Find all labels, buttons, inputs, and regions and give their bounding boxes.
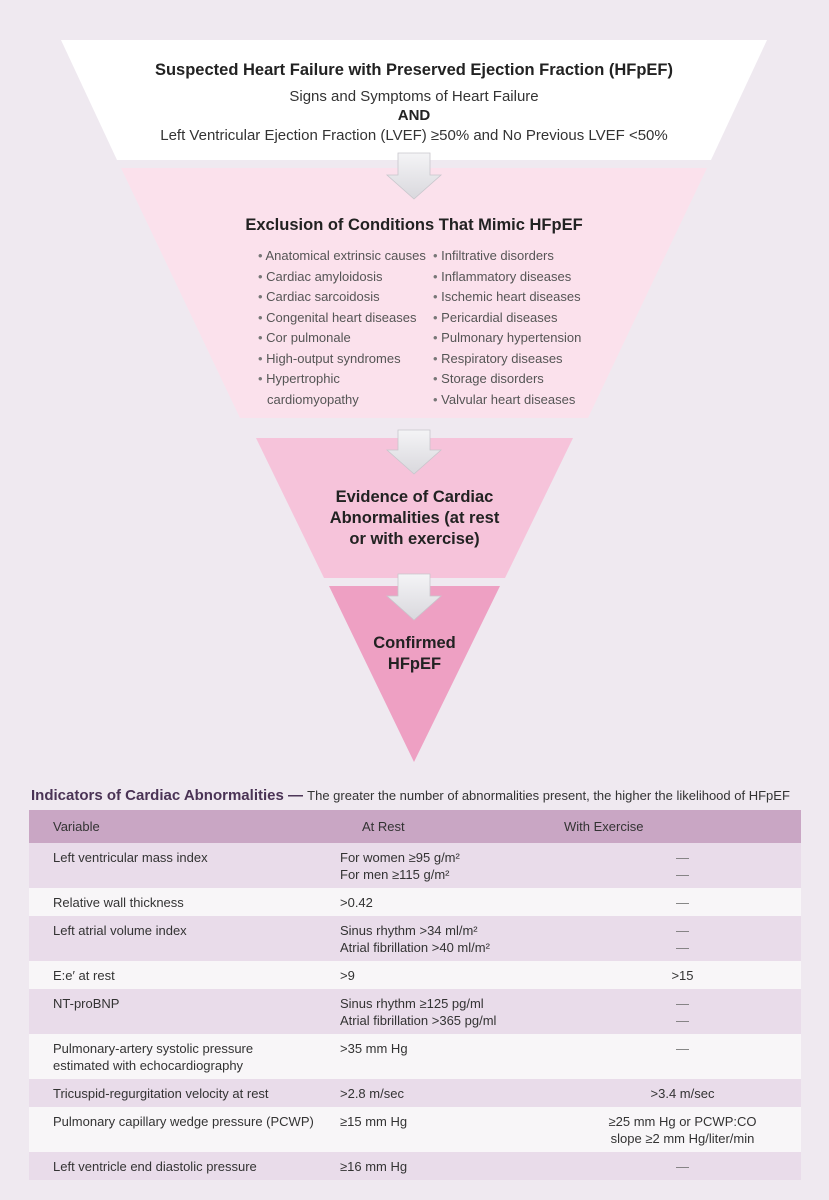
cell-line: Left ventricle end diastolic pressure xyxy=(53,1159,257,1174)
indicators-table-body xyxy=(29,843,801,1180)
cell-line: Left ventricular mass index xyxy=(53,850,208,865)
cell-line: — xyxy=(676,923,689,938)
with-exercise-cell xyxy=(564,961,801,989)
list-item: • Pulmonary hypertension xyxy=(433,328,581,349)
table-row xyxy=(29,1034,801,1079)
cell-line: — xyxy=(676,1159,689,1174)
at-rest-cell xyxy=(340,888,564,916)
suspected-hfpef-title: Suspected Heart Failure with Preserved Ejection Fraction (HFpEF) xyxy=(154,61,674,79)
list-item: • Hypertrophic xyxy=(258,369,426,390)
with-exercise-cell xyxy=(564,888,801,916)
cell-line: E:e′ at rest xyxy=(53,968,115,983)
table-row xyxy=(29,888,801,916)
cell-line: Pulmonary capillary wedge pressure (PCWP) xyxy=(53,1114,314,1129)
cell-line: NT-proBNP xyxy=(53,996,120,1011)
cell-line: Atrial fibrillation >40 ml/m² xyxy=(340,940,490,955)
at-rest-cell xyxy=(340,1079,564,1107)
cell-line: — xyxy=(676,867,689,882)
at-rest-cell xyxy=(340,1107,564,1152)
evidence-line: Abnormalities (at rest xyxy=(329,509,500,527)
cell-line: Atrial fibrillation >365 pg/ml xyxy=(340,1013,497,1028)
list-item: • Cardiac sarcoidosis xyxy=(258,287,426,308)
cell-line: — xyxy=(676,1041,689,1056)
column-header-at-rest xyxy=(340,810,564,843)
list-item: • Respiratory diseases xyxy=(433,349,581,370)
table-row xyxy=(29,843,801,888)
at-rest-cell xyxy=(340,916,564,961)
table-row xyxy=(29,916,801,961)
exclusion-list-left xyxy=(258,246,426,410)
cell-line: >0.42 xyxy=(340,895,373,910)
at-rest-cell xyxy=(340,1034,564,1079)
list-item: • Infiltrative disorders xyxy=(433,246,581,267)
variable-cell xyxy=(29,961,340,989)
table-row xyxy=(29,1079,801,1107)
cell-line: ≥25 mm Hg or PCWP:CO xyxy=(608,1114,757,1129)
cell-line: >9 xyxy=(340,968,355,983)
cell-line: ≥15 mm Hg xyxy=(340,1114,408,1129)
cell-line: Pulmonary-artery systolic pressure xyxy=(53,1041,254,1056)
at-rest-cell xyxy=(340,961,564,989)
indicators-table xyxy=(29,810,801,1180)
variable-cell xyxy=(29,1034,340,1079)
at-rest-cell xyxy=(340,989,564,1034)
cell-line: Sinus rhythm ≥125 pg/ml xyxy=(340,996,484,1011)
table-row xyxy=(29,961,801,989)
at-rest-cell xyxy=(340,1152,564,1180)
list-item: • Storage disorders xyxy=(433,369,581,390)
variable-cell xyxy=(29,1152,340,1180)
signs-symptoms-text: Signs and Symptoms of Heart Failure xyxy=(289,88,539,105)
with-exercise-cell xyxy=(564,989,801,1034)
indicators-heading xyxy=(31,787,790,804)
variable-cell xyxy=(29,916,340,961)
cell-line: slope ≥2 mm Hg/liter/min xyxy=(610,1131,755,1146)
list-item: • Ischemic heart diseases xyxy=(433,287,581,308)
evidence-line: or with exercise) xyxy=(349,530,480,548)
cell-line: — xyxy=(676,940,689,955)
column-header-variable: Variable xyxy=(29,810,340,843)
cell-line: Sinus rhythm >34 ml/m² xyxy=(340,923,478,938)
cell-line: estimated with echocardiography xyxy=(53,1058,244,1073)
cell-line: >35 mm Hg xyxy=(340,1041,408,1056)
column-header-with-exercise: With Exercise xyxy=(564,810,801,843)
cell-line: — xyxy=(676,850,689,865)
cell-line: >3.4 m/sec xyxy=(650,1086,715,1101)
indicators-title: Indicators of Cardiac Abnormalities — xyxy=(31,787,303,804)
confirmed-line: HFpEF xyxy=(387,655,442,673)
evidence-title xyxy=(300,487,529,550)
exclusion-list-right xyxy=(433,246,581,410)
confirmed-title xyxy=(340,633,489,675)
cell-line: Relative wall thickness xyxy=(53,895,184,910)
at-rest-cell xyxy=(340,843,564,888)
cell-line: ≥16 mm Hg xyxy=(340,1159,408,1174)
list-item: • High-output syndromes xyxy=(258,349,426,370)
list-item-continuation: cardiomyopathy xyxy=(267,391,359,407)
variable-cell xyxy=(29,1079,340,1107)
confirmed-line: Confirmed xyxy=(373,634,456,652)
cell-line: >2.8 m/sec xyxy=(340,1086,404,1101)
with-exercise-cell xyxy=(564,843,801,888)
variable-cell xyxy=(29,989,340,1034)
lvef-criteria-text: Left Ventricular Ejection Fraction (LVEF) ≥50% and No Previous LVEF <50% xyxy=(160,127,668,144)
table-header-row xyxy=(29,810,801,843)
list-item: • Inflammatory diseases xyxy=(433,267,581,288)
with-exercise-cell xyxy=(564,916,801,961)
list-item: • Pericardial diseases xyxy=(433,308,581,329)
with-exercise-cell xyxy=(564,1034,801,1079)
variable-cell xyxy=(29,1107,340,1152)
table-row xyxy=(29,989,801,1034)
exclusion-title: Exclusion of Conditions That Mimic HFpEF xyxy=(245,216,583,234)
table-row xyxy=(29,1152,801,1180)
cell-line: — xyxy=(676,895,689,910)
evidence-line: Evidence of Cardiac xyxy=(335,488,494,506)
list-item: • Cor pulmonale xyxy=(258,328,426,349)
column-header-label: At Rest xyxy=(362,819,405,834)
list-item: • Congenital heart diseases xyxy=(258,308,426,329)
list-item: • Anatomical extrinsic causes xyxy=(258,246,426,267)
indicators-description: The greater the number of abnormalities present, the higher the likelihood of HFpEF xyxy=(307,788,790,803)
cell-line: — xyxy=(676,996,689,1011)
cell-line: For men ≥115 g/m² xyxy=(340,867,450,882)
with-exercise-cell xyxy=(564,1079,801,1107)
cell-line: >15 xyxy=(671,968,694,983)
variable-cell xyxy=(29,888,340,916)
cell-line: For women ≥95 g/m² xyxy=(340,850,460,865)
list-item: • Cardiac amyloidosis xyxy=(258,267,426,288)
with-exercise-cell xyxy=(564,1152,801,1180)
cell-line: — xyxy=(676,1013,689,1028)
and-label: AND xyxy=(397,107,431,124)
cell-line: Tricuspid-regurgitation velocity at rest xyxy=(53,1086,269,1101)
cell-line: Left atrial volume index xyxy=(53,923,187,938)
table-row xyxy=(29,1107,801,1152)
variable-cell xyxy=(29,843,340,888)
list-item: • Valvular heart diseases xyxy=(433,390,581,411)
with-exercise-cell xyxy=(564,1107,801,1152)
